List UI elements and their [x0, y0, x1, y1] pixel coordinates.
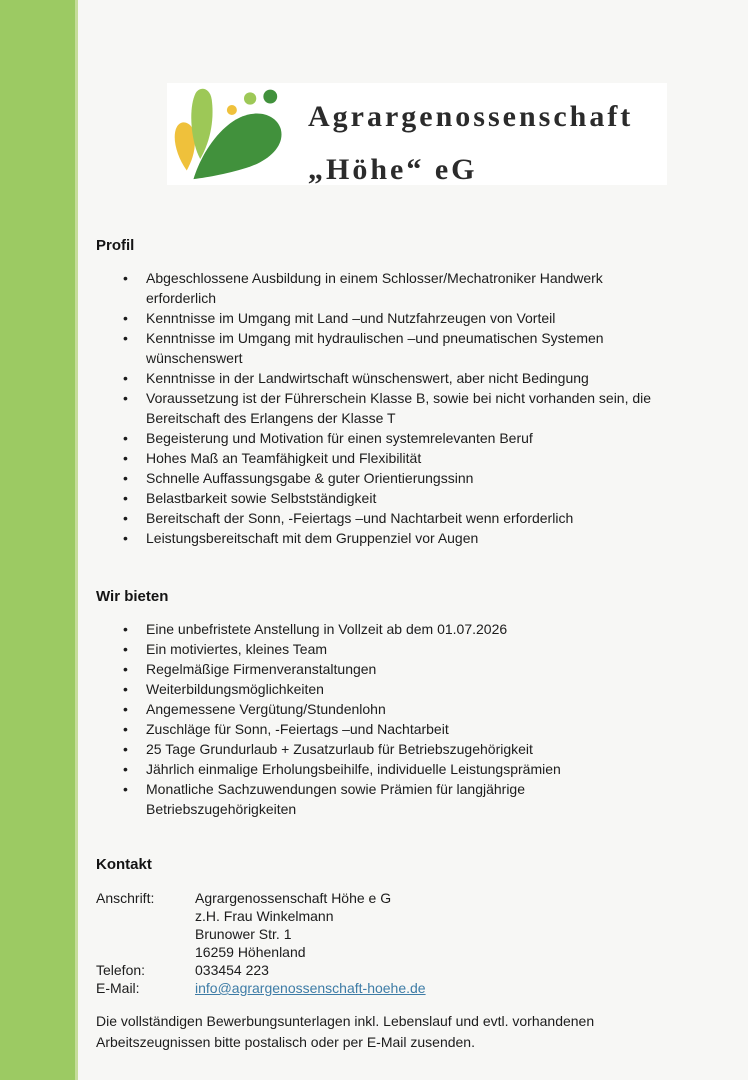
contact-block [96, 889, 671, 997]
left-green-bar [0, 0, 78, 1080]
contact-row-telefon [96, 961, 671, 979]
document-content [96, 0, 671, 1053]
anschrift-label: Anschrift: [96, 890, 155, 906]
list-item: • Abgeschlossene Ausbildung in einem Schlosser/Mechatroniker Handwerk erforderlich [96, 268, 671, 308]
list-item: • Eine unbefristete Anstellung in Vollzeit ab dem 01.07.2026 [96, 619, 671, 639]
list-item: • Schnelle Auffassungsgabe & guter Orientierungssinn [96, 468, 671, 488]
list-item: • 25 Tage Grundurlaub + Zusatzurlaub für Betriebszugehörigkeit [96, 739, 671, 759]
list-item: • Hohes Maß an Teamfähigkeit und Flexibilität [96, 448, 671, 468]
list-item: • Kenntnisse im Umgang mit hydraulischen –und pneumatischen Systemen wünschenswert [96, 328, 671, 368]
list-item: • Voraussetzung ist der Führerschein Klasse B, sowie bei nicht vorhanden sein, die Bereitschaft des Erlangens der Klasse T [96, 388, 671, 428]
company-name [308, 83, 633, 196]
wir-bieten-list [96, 619, 671, 819]
wir-bieten-heading: Wir bieten [96, 588, 169, 605]
list-item: • Bereitschaft der Sonn, -Feiertags –und Nachtarbeit wenn erforderlich [96, 508, 671, 528]
telefon-value: 033454 223 [195, 962, 269, 978]
profil-heading: Profil [96, 237, 135, 254]
contact-row-email [96, 979, 671, 997]
profil-list [96, 268, 671, 548]
closing-line1: Die vollständigen Bewerbungsunterlagen inkl. Lebenslauf und evtl. vorhandenen [96, 1013, 595, 1029]
list-item: • Monatliche Sachzuwendungen sowie Prämien für langjährige Betriebszugehörigkeiten [96, 779, 671, 819]
list-item: • Kenntnisse in der Landwirtschaft wünschenswert, aber nicht Bedingung [96, 368, 671, 388]
address-line: Brunower Str. 1 [195, 926, 292, 942]
list-item: • Belastbarkeit sowie Selbstständigkeit [96, 488, 671, 508]
plant-leaves-logo-icon [170, 86, 288, 182]
anschrift-value [195, 889, 671, 961]
address-line: 16259 Höhenland [195, 944, 306, 960]
company-name-line1: Agrargenossenschaft [308, 100, 634, 133]
kontakt-heading: Kontakt [96, 856, 152, 873]
closing-note [96, 1011, 671, 1053]
list-item: • Ein motiviertes, kleines Team [96, 639, 671, 659]
list-item: • Weiterbildungsmöglichkeiten [96, 679, 671, 699]
company-name-line2: „Höhe“ eG [308, 153, 478, 186]
closing-line2: Arbeitszeugnissen bitte postalisch oder per E-Mail zusenden. [96, 1034, 475, 1050]
list-item: • Zuschläge für Sonn, -Feiertags –und Nachtarbeit [96, 719, 671, 739]
list-item: • Jährlich einmalige Erholungsbeihilfe, individuelle Leistungsprämien [96, 759, 671, 779]
list-item: • Angemessene Vergütung/Stundenlohn [96, 699, 671, 719]
email-link[interactable]: info@agrargenossenschaft-hoehe.de [195, 980, 426, 996]
telefon-label: Telefon: [96, 962, 146, 978]
address-line: Agrargenossenschaft Höhe e G [195, 890, 392, 906]
list-item: • Regelmäßige Firmenveranstaltungen [96, 659, 671, 679]
list-item: • Kenntnisse im Umgang mit Land –und Nutzfahrzeugen von Vorteil [96, 308, 671, 328]
list-item: • Leistungsbereitschaft mit dem Gruppenziel vor Augen [96, 528, 671, 548]
company-logo [167, 83, 667, 185]
address-line: z.H. Frau Winkelmann [195, 908, 334, 924]
contact-row-anschrift [96, 889, 671, 961]
email-label: E-Mail: [96, 980, 140, 996]
list-item: • Begeisterung und Motivation für einen systemrelevanten Beruf [96, 428, 671, 448]
